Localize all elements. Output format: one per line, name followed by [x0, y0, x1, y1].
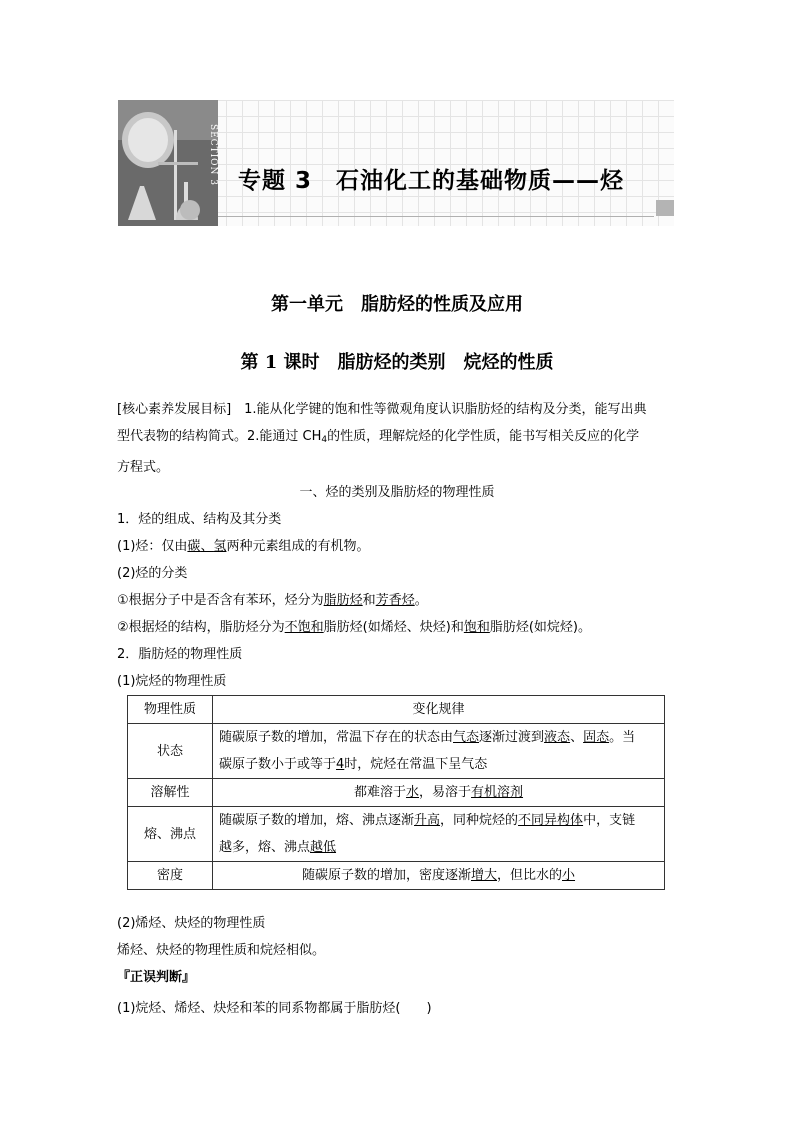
alkane-properties-table: [127, 695, 665, 890]
text: 碳原子数小于或等于: [219, 757, 337, 772]
goals-text: 的性质，理解烷烃的化学性质，能书写相关反应的化学: [327, 429, 640, 444]
text: 时，烷烃在常温下呈气态: [344, 757, 488, 772]
paragraph: [117, 614, 677, 641]
text: 越多，熔、沸点: [219, 840, 311, 855]
table-cell: [213, 724, 665, 779]
paragraph: (2)烯烃、炔烃的物理性质: [117, 916, 266, 931]
answer-blank: 不同异构体: [518, 813, 584, 828]
text: 、: [570, 730, 584, 745]
text: 两种元素组成的有机物。: [226, 539, 370, 554]
paragraph: (2)烃的分类: [117, 566, 188, 581]
table-row: [128, 862, 665, 890]
text: 。当: [609, 730, 636, 745]
answer-blank: 氢: [213, 539, 227, 554]
paragraph: [117, 587, 677, 614]
text: 、: [200, 539, 214, 554]
goals-line-2: [117, 423, 677, 454]
table-row: [128, 724, 665, 779]
answer-blank: 水: [405, 785, 419, 800]
text: 中，支链: [583, 813, 636, 828]
answer-blank: 升高: [414, 813, 441, 828]
text: ①根据分子中是否含有苯环，烃分为: [117, 593, 324, 608]
text: ，但比水的: [497, 868, 563, 883]
subscript: 4: [321, 435, 328, 445]
table-cell: 密度: [128, 862, 213, 890]
text: 随碳原子数的增加，熔、沸点逐渐: [219, 813, 415, 828]
topic-title: 专题 3 石油化工的基础物质——烃: [238, 168, 625, 194]
goals-text: 1.能从化学键的饱和性等微观角度认识脂肪烃的结构及分类，能写出典: [231, 402, 647, 417]
table-row: [128, 807, 665, 862]
section-label: SECTION 3: [208, 124, 218, 187]
header-banner: [118, 100, 674, 226]
text: 随碳原子数的增加，常温下存在的状态由: [219, 730, 454, 745]
text: ，同种烷烃的: [440, 813, 519, 828]
table-cell: 熔、沸点: [128, 807, 213, 862]
table-cell: 状态: [128, 724, 213, 779]
answer-blank: 有机溶剂: [471, 785, 524, 800]
text: 脂肪烃(如烷烃)。: [489, 620, 591, 635]
table-row: [128, 779, 665, 807]
table-cell: 溶解性: [128, 779, 213, 807]
table-cell: [213, 862, 665, 890]
answer-blank: 碳: [187, 539, 201, 554]
question-1: (1)烷烃、烯烃、炔烃和苯的同系物都属于脂肪烃( ): [117, 1001, 432, 1016]
text: 随碳原子数的增加，密度逐渐: [301, 868, 471, 883]
lesson-title: 第 1 课时 脂肪烃的类别 烷烃的性质: [240, 352, 554, 373]
judgement-heading: 『正误判断』: [117, 970, 196, 985]
text: 和: [362, 593, 376, 608]
section-heading: 一、烃的类别及脂肪烃的物理性质: [299, 485, 495, 500]
table-header: 变化规律: [213, 696, 665, 724]
text: 逐渐过渡到: [479, 730, 545, 745]
answer-blank: 增大: [470, 868, 497, 883]
subheading-1: 1．烃的组成、结构及其分类: [117, 512, 282, 527]
banner-square: [656, 200, 674, 216]
answer-blank: 4: [336, 757, 345, 772]
table-cell: [213, 807, 665, 862]
paragraph: [117, 533, 677, 560]
paragraph: 烯烃、炔烃的物理性质和烷烃相似。: [117, 943, 326, 958]
text: (1)烃：仅由: [117, 539, 188, 554]
answer-blank: 不饱和: [284, 620, 324, 635]
paragraph: (1)烷烃的物理性质: [117, 674, 227, 689]
answer-blank: 芳香烃: [375, 593, 415, 608]
goals-line-1: [117, 396, 677, 423]
text: ，易溶于: [419, 785, 472, 800]
answer-blank: 液态: [544, 730, 571, 745]
table-row: [128, 696, 665, 724]
banner-rule: [218, 216, 654, 217]
answer-blank: 气态: [453, 730, 480, 745]
goals-line-3: 方程式。: [117, 460, 170, 475]
goals-label: [核心素养发展目标]: [117, 402, 232, 417]
answer-blank: 饱和: [463, 620, 490, 635]
unit-title: 第一单元 脂肪烃的性质及应用: [271, 294, 523, 315]
subheading-2: 2．脂肪烃的物理性质: [117, 647, 243, 662]
answer-blank: 脂肪烃: [323, 593, 363, 608]
answer-blank: 越低: [310, 840, 337, 855]
table-header: 物理性质: [128, 696, 213, 724]
answer-blank: 固态: [583, 730, 610, 745]
main-content: [117, 396, 677, 1022]
table-cell: [213, 779, 665, 807]
text: 都难溶于: [353, 785, 406, 800]
text: ②根据烃的结构，脂肪烃分为: [117, 620, 285, 635]
text: 。: [414, 593, 428, 608]
goals-text: 型代表物的结构简式。2.能通过 CH: [117, 429, 322, 444]
text: 脂肪烃(如烯烃、炔烃)和: [323, 620, 464, 635]
answer-blank: 小: [562, 868, 576, 883]
